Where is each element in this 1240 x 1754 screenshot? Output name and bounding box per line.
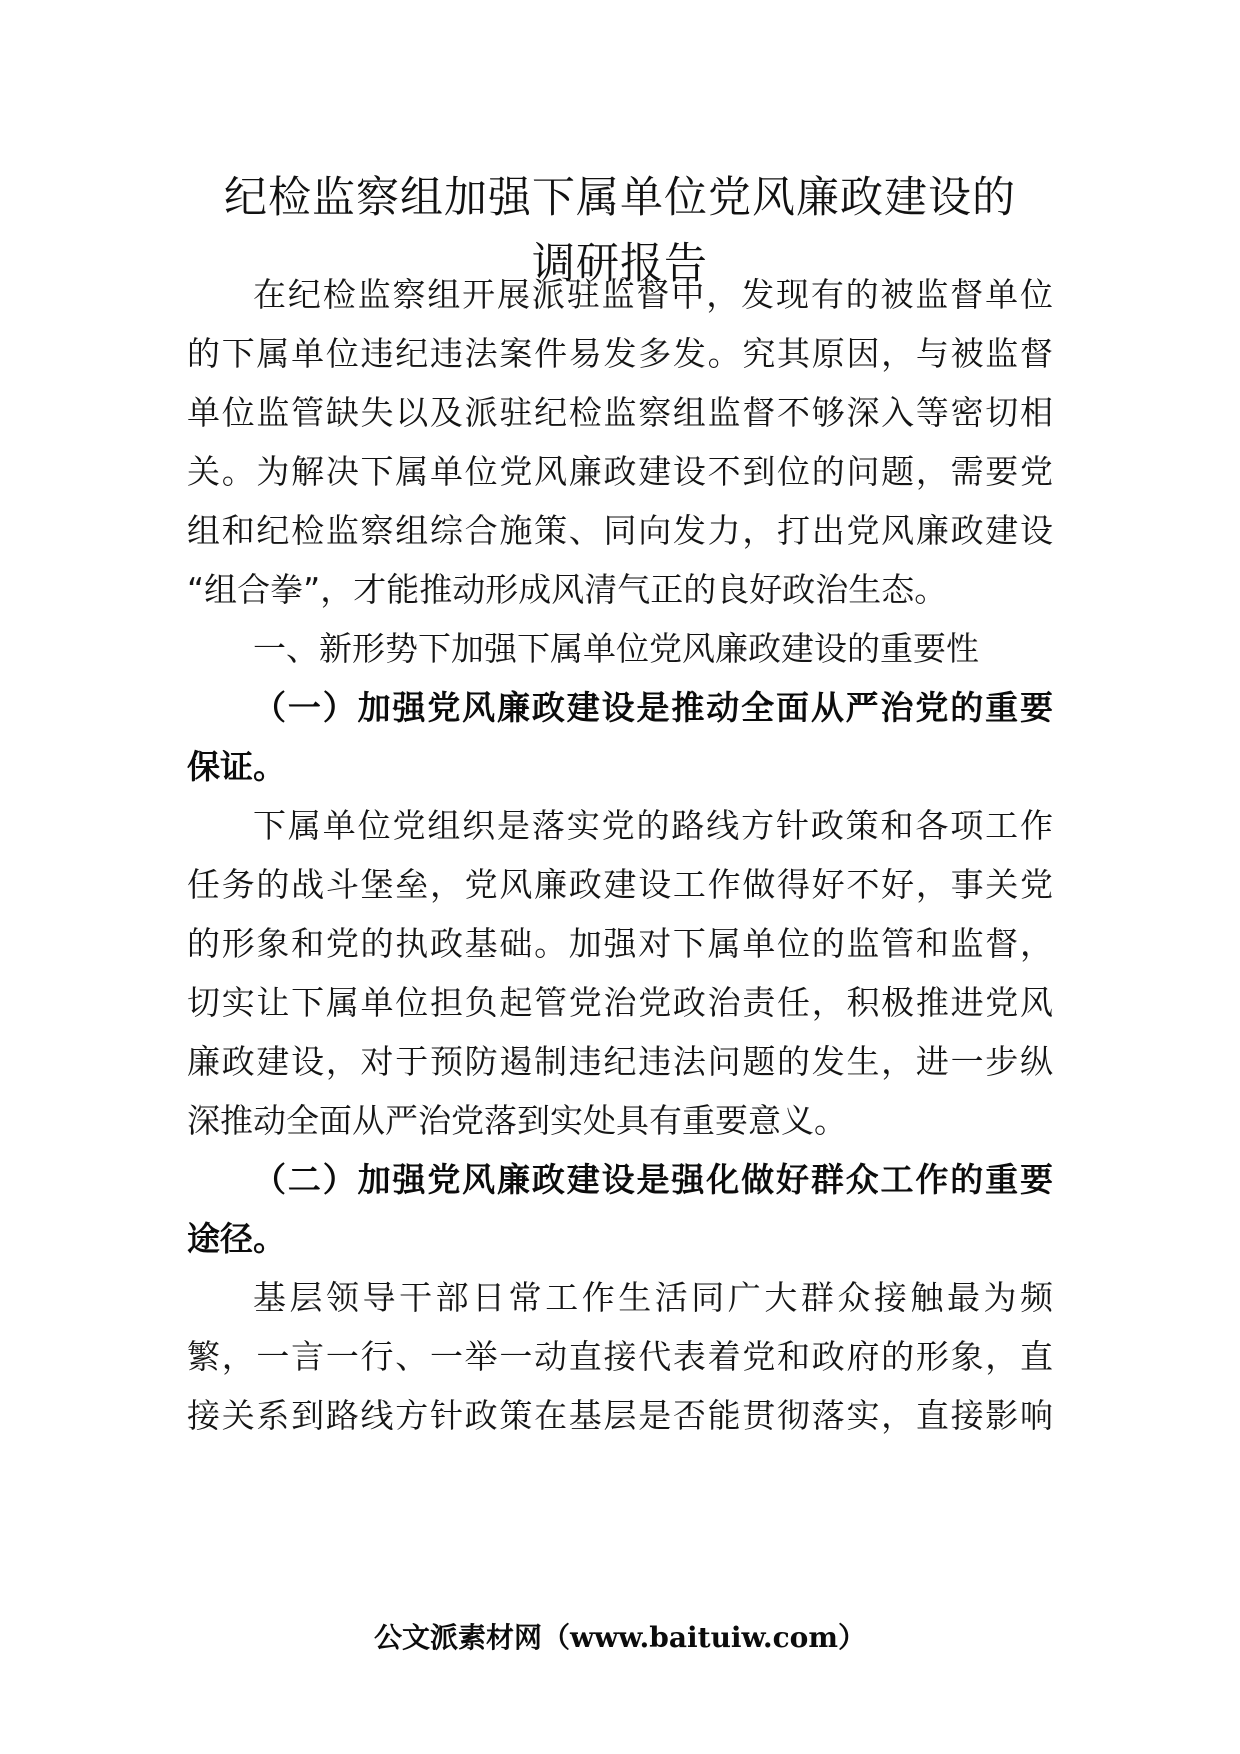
subheading-1-line: 保证。 [187, 747, 286, 786]
paragraph-2-line: 任务的战斗堡垒，党风廉政建设工作做得好不好，事关党 [187, 865, 1053, 904]
paragraph-1-line: 单位监管缺失以及派驻纪检监察组监督不够深入等密切相 [187, 393, 1053, 432]
subheading-2-line: （二）加强党风廉政建设是强化做好群众工作的重要 [253, 1160, 1053, 1199]
document-title-line-1: 纪检监察组加强下属单位党风廉政建设的 [224, 173, 1016, 223]
paragraph-3-line: 基层领导干部日常工作生活同广大群众接触最为频 [253, 1278, 1053, 1317]
paragraph-1-line: 的下属单位违纪违法案件易发多发。究其原因，与被监督 [187, 334, 1053, 373]
subheading-1-line: （一）加强党风廉政建设是推动全面从严治党的重要 [253, 688, 1053, 727]
paragraph-1-line: 在纪检监察组开展派驻监督中，发现有的被监督单位 [253, 275, 1053, 314]
section-1-heading: 一、新形势下加强下属单位党风廉政建设的重要性 [253, 629, 979, 668]
paragraph-3-line: 繁，一言一行、一举一动直接代表着党和政府的形象，直 [187, 1337, 1053, 1376]
paragraph-2-line: 切实让下属单位担负起管党治党政治责任，积极推进党风 [187, 983, 1053, 1022]
paragraph-3-line: 接关系到路线方针政策在基层是否能贯彻落实，直接影响 [187, 1396, 1053, 1435]
footer-source: 公文派素材网（www.baituiw.com） [374, 1621, 866, 1654]
paragraph-2-line: 廉政建设，对于预防遏制违纪违法问题的发生，进一步纵 [187, 1042, 1053, 1081]
paragraph-2-line: 的形象和党的执政基础。加强对下属单位的监管和监督， [187, 924, 1053, 963]
paragraph-2-line: 深推动全面从严治党落到实处具有重要意义。 [187, 1101, 847, 1140]
paragraph-1-line: “组合拳”，才能推动形成风清气正的良好政治生态。 [187, 570, 948, 609]
paragraph-1-line: 关。为解决下属单位党风廉政建设不到位的问题，需要党 [187, 452, 1053, 491]
paragraph-2-line: 下属单位党组织是落实党的路线方针政策和各项工作 [253, 806, 1053, 845]
document-title-line-2: 调研报告 [532, 239, 708, 289]
paragraph-1-line: 组和纪检监察组综合施策、同向发力，打出党风廉政建设 [187, 511, 1053, 550]
subheading-2-line: 途径。 [187, 1219, 286, 1258]
